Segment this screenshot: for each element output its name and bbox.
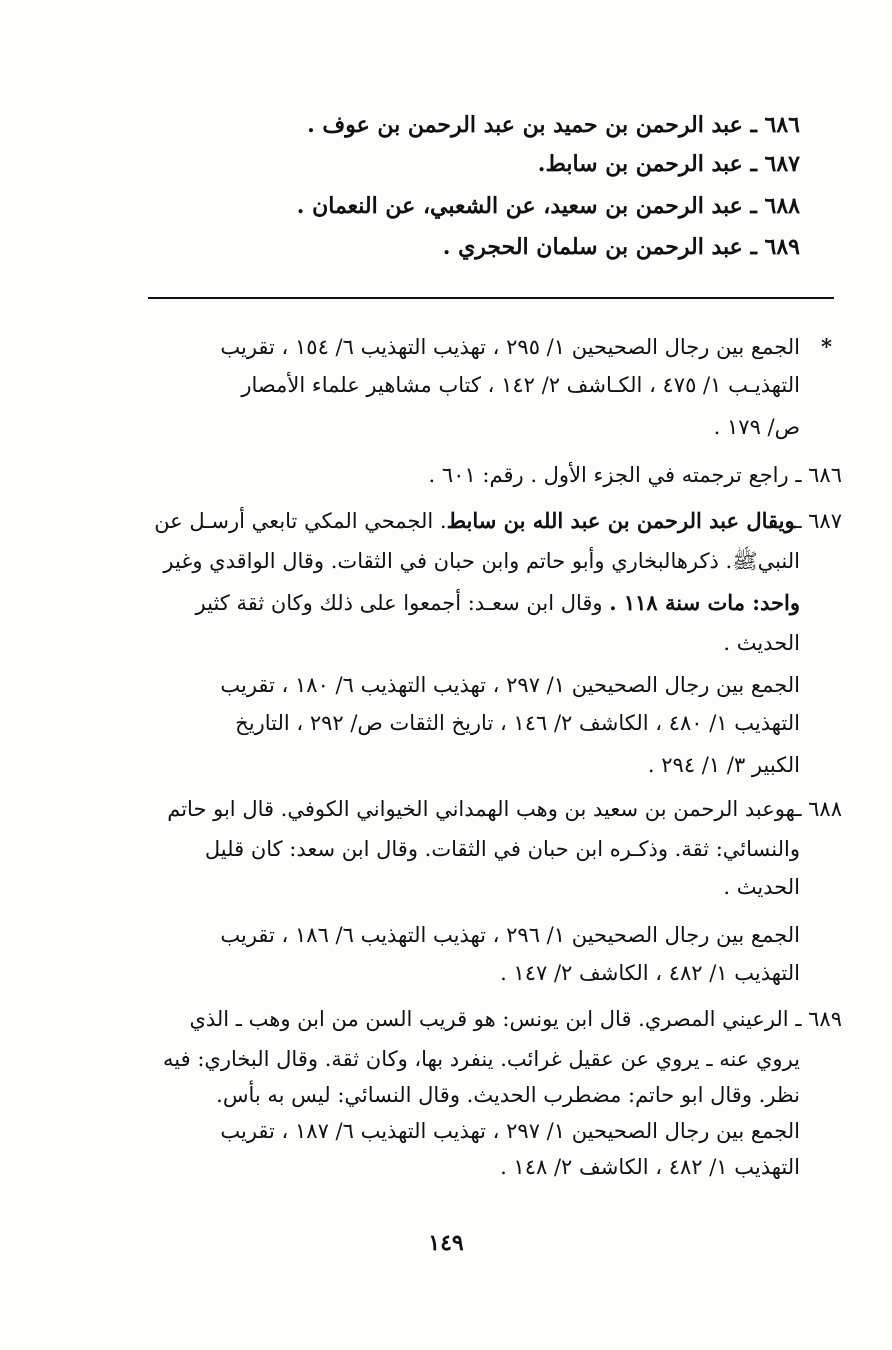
footnote-star-marker: * xyxy=(821,334,832,359)
footnote-687-line-3 xyxy=(196,588,800,618)
footnote-687-number: ٦٨٧ ـ xyxy=(795,509,842,533)
heading-686: ٦٨٦ ـ عبد الرحمن بن حميد بن عبد الرحمن بن عوف . xyxy=(307,112,800,138)
heading-689: ٦٨٩ ـ عبد الرحمن بن سلمان الحجري . xyxy=(442,234,800,260)
footnote-687-name: ويقال عبد الرحمن بن عبد الله بن سابط xyxy=(446,508,796,533)
footnote-687-ref-3: الكبير ٣/ ١/ ٢٩٤ . xyxy=(647,753,800,777)
footnote-688-line-2: والنسائي: ثقة. وذكـره ابن حبان في الثقات. وقال ابن سعد: كان قليل xyxy=(204,837,800,861)
heading-687: ٦٨٧ ـ عبد الرحمن بن سابط. xyxy=(537,151,800,177)
footnote-688-ref-1: الجمع بين رجال الصحيحين ١/ ٢٩٦ ، تهذيب التهذيب ٦/ ١٨٦ ، تقريب xyxy=(220,923,800,947)
heading-688: ٦٨٨ ـ عبد الرحمن بن سعيد، عن الشعبي، عن النعمان . xyxy=(296,193,800,219)
footnote-688-ref-2: التهذيب ١/ ٤٨٢ ، الكاشف ٢/ ١٤٧ . xyxy=(500,961,800,985)
footnote-689-ref-2: التهذيب ١/ ٤٨٢ ، الكاشف ٢/ ١٤٨ . xyxy=(500,1155,800,1179)
footnote-divider xyxy=(148,297,834,299)
footnote-687-line-4: الحديث . xyxy=(723,631,800,655)
footnote-687-death-year: واحد: مات سنة ١١٨ . xyxy=(609,590,800,615)
footnote-687-line-1 xyxy=(154,506,842,536)
footnote-star-line-3: ص/ ١٧٩ . xyxy=(713,415,800,439)
footnote-689-line-3: نظر. وقال ابو حاتم: مضطرب الحديث. وقال النسائي: ليس به بأس. xyxy=(216,1083,800,1107)
footnote-688-line-1: ٦٨٨ ـهوعبد الرحمن بن سعيد بن وهب الهمداني الخيواني الكوفي. قال ابو حاتم xyxy=(167,797,842,821)
footnote-687-line-2: النبيﷺ. ذكرهالبخاري وأبو حاتم وابن حبان في الثقات. وقال الواقدي وغير xyxy=(163,549,800,573)
footnote-686: ٦٨٦ ـ راجع ترجمته في الجزء الأول . رقم: ٦٠١ . xyxy=(428,463,842,487)
footnote-687-line-3-rest: وقال ابن سعـد: أجمعوا على ذلك وكان ثقة كثير xyxy=(195,591,610,615)
footnote-689-line-2: يروي عنه ـ يروي عن عقيل غرائب. ينفرد بها، وكان ثقة. وقال البخاري: فيه xyxy=(163,1047,800,1071)
footnote-689-ref-1: الجمع بين رجال الصحيحين ١/ ٢٩٧ ، تهذيب التهذيب ٦/ ١٨٧ ، تقريب xyxy=(220,1119,800,1143)
footnote-689-line-1: ٦٨٩ ـ الرعيني المصري. قال ابن يونس: هو قريب السن من ابن وهب ـ الذي xyxy=(189,1007,842,1031)
footnote-star-line-1: الجمع بين رجال الصحيحين ١/ ٢٩٥ ، تهذيب التهذيب ٦/ ١٥٤ ، تقريب xyxy=(220,335,800,359)
footnote-star-line-2: التهذيـب ١/ ٤٧٥ ، الكـاشف ٢/ ١٤٢ ، كتاب مشاهير علماء الأمصار xyxy=(241,373,800,397)
page-number: ١٤٩ xyxy=(428,1230,464,1256)
footnote-687-ref-1: الجمع بين رجال الصحيحين ١/ ٢٩٧ ، تهذيب التهذيب ٦/ ١٨٠ ، تقريب xyxy=(220,673,800,697)
footnote-688-line-3: الحديث . xyxy=(723,875,800,899)
footnote-687-line-1-rest: . الجمحي المكي تابعي أرسـل عن xyxy=(154,509,447,533)
footnote-687-ref-2: التهذيب ١/ ٤٨٠ ، الكاشف ٢/ ١٤٦ ، تاريخ الثقات ص/ ٢٩٢ ، التاريخ xyxy=(235,711,800,735)
